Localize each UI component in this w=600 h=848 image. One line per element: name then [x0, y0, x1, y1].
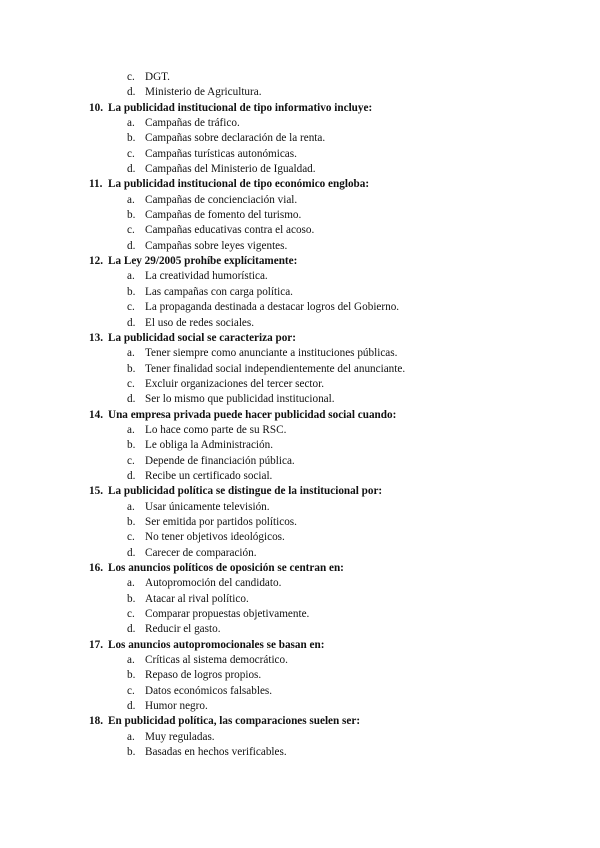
question-number: 18. [89, 715, 103, 728]
option-text: Muy reguladas. [145, 730, 215, 743]
option-row [0, 223, 600, 238]
option-text: Ser lo mismo que publicidad institucional. [145, 393, 335, 406]
option-letter: c. [127, 531, 135, 544]
question-text: Una empresa privada puede hacer publicidad social cuando: [108, 408, 397, 421]
question-heading [0, 101, 600, 116]
option-text: La propaganda destinada a destacar logros del Gobierno. [145, 301, 400, 314]
option-letter: a. [127, 193, 135, 206]
question-text: Los anuncios autopromocionales se basan en: [108, 638, 325, 651]
option-text: Campañas de concienciación vial. [145, 193, 298, 206]
option-row [0, 116, 600, 131]
question-heading [0, 331, 600, 346]
option-letter: c. [127, 377, 135, 390]
option-text: Depende de financiación pública. [145, 454, 295, 467]
option-row [0, 392, 600, 407]
option-text: Ministerio de Agricultura. [145, 86, 262, 99]
option-text: Ser emitida por partidos políticos. [145, 515, 297, 528]
option-row [0, 730, 600, 745]
option-text: La creatividad humorística. [145, 270, 268, 283]
option-letter: a. [127, 270, 135, 283]
option-text: Usar únicamente televisión. [145, 500, 270, 513]
option-letter: d. [127, 393, 136, 406]
option-row [0, 316, 600, 331]
option-row [0, 607, 600, 622]
option-row [0, 346, 600, 361]
question-heading [0, 638, 600, 653]
option-letter: c. [127, 454, 135, 467]
question-heading [0, 484, 600, 499]
option-text: Campañas educativas contra el acoso. [145, 224, 315, 237]
question-text: La publicidad social se caracteriza por: [108, 331, 296, 344]
option-letter: b. [127, 132, 136, 145]
document-page [0, 70, 600, 760]
option-text: El uso de redes sociales. [145, 316, 255, 329]
option-text: Comparar propuestas objetivamente. [145, 608, 310, 621]
option-row [0, 193, 600, 208]
option-letter: b. [127, 285, 136, 298]
question-heading [0, 714, 600, 729]
option-text: Lo hace como parte de su RSC. [145, 423, 287, 436]
option-row [0, 147, 600, 162]
option-letter: b. [127, 746, 136, 759]
option-letter: a. [127, 500, 135, 513]
option-text: Datos económicos falsables. [145, 684, 273, 697]
option-row [0, 208, 600, 223]
option-row [0, 70, 600, 85]
question-text: La Ley 29/2005 prohíbe explícitamente: [108, 255, 298, 268]
option-row [0, 684, 600, 699]
option-text: Recibe un certificado social. [145, 469, 273, 482]
option-letter: b. [127, 362, 136, 375]
option-row [0, 423, 600, 438]
question-text: Los anuncios políticos de oposición se centran en: [108, 562, 344, 574]
option-row [0, 377, 600, 392]
question-number: 12. [89, 255, 103, 268]
question-heading [0, 177, 600, 192]
option-letter: a. [127, 577, 135, 590]
question-text: La publicidad institucional de tipo económico engloba: [108, 178, 370, 191]
option-row [0, 131, 600, 146]
option-text: Campañas sobre declaración de la renta. [145, 132, 326, 145]
option-letter: c. [127, 147, 135, 160]
option-letter: d. [127, 86, 136, 99]
option-letter: b. [127, 439, 136, 452]
option-letter: c. [127, 608, 135, 621]
question-number: 11. [89, 178, 103, 191]
option-text: Carecer de comparación. [145, 546, 257, 559]
option-letter: b. [127, 515, 136, 528]
option-row [0, 576, 600, 591]
question-number: 16. [89, 562, 103, 574]
option-row [0, 362, 600, 377]
option-text: Campañas sobre leyes vigentes. [145, 239, 288, 252]
question-heading [0, 254, 600, 269]
option-row [0, 500, 600, 515]
option-letter: a. [127, 730, 135, 743]
option-text: Atacar al rival político. [145, 592, 249, 605]
option-letter: d. [127, 469, 136, 482]
option-row [0, 745, 600, 760]
option-text: Campañas de tráfico. [145, 117, 240, 130]
option-row [0, 622, 600, 637]
option-letter: c. [127, 71, 135, 83]
option-letter: d. [127, 623, 136, 636]
question-text: En publicidad política, las comparaciones suelen ser: [108, 715, 361, 728]
option-text: DGT. [145, 71, 170, 83]
option-text: Repaso de logros propios. [145, 669, 262, 682]
option-text: Campañas de fomento del turismo. [145, 209, 302, 222]
option-row [0, 285, 600, 300]
option-letter: c. [127, 224, 135, 237]
option-row [0, 300, 600, 315]
question-number: 17. [89, 638, 103, 651]
option-text: Críticas al sistema democrático. [145, 654, 288, 667]
option-text: Las campañas con carga política. [145, 285, 293, 298]
option-letter: a. [127, 347, 135, 360]
option-letter: b. [127, 669, 136, 682]
option-letter: d. [127, 546, 136, 559]
option-text: Tener finalidad social independientemente del anunciante. [145, 362, 406, 375]
option-letter: c. [127, 684, 135, 697]
question-number: 13. [89, 331, 103, 344]
option-row [0, 668, 600, 683]
option-row [0, 269, 600, 284]
question-text: La publicidad institucional de tipo informativo incluye: [108, 101, 373, 114]
option-text: Basadas en hechos verificables. [145, 746, 287, 759]
option-letter: d. [127, 316, 136, 329]
option-text: Excluir organizaciones del tercer sector. [145, 377, 325, 390]
question-heading [0, 561, 600, 576]
option-letter: b. [127, 209, 136, 222]
option-text: Campañas del Ministerio de Igualdad. [145, 163, 316, 176]
option-row [0, 239, 600, 254]
question-heading [0, 408, 600, 423]
option-row [0, 162, 600, 177]
option-text: Campañas turísticas autonómicas. [145, 147, 297, 160]
question-number: 10. [89, 101, 103, 114]
question-number: 14. [89, 408, 103, 421]
question-text: La publicidad política se distingue de la institucional por: [108, 485, 383, 498]
option-letter: d. [127, 163, 136, 176]
option-letter: d. [127, 700, 136, 713]
option-row [0, 85, 600, 100]
option-row [0, 653, 600, 668]
question-number: 15. [89, 485, 103, 498]
option-text: Humor negro. [145, 700, 208, 713]
option-letter: b. [127, 592, 136, 605]
option-letter: d. [127, 239, 136, 252]
option-row [0, 454, 600, 469]
option-row [0, 699, 600, 714]
option-letter: c. [127, 301, 135, 314]
option-text: Le obliga la Administración. [145, 439, 274, 452]
option-row [0, 530, 600, 545]
option-letter: a. [127, 117, 135, 130]
option-row [0, 592, 600, 607]
option-letter: a. [127, 654, 135, 667]
option-text: Reducir el gasto. [145, 623, 221, 636]
option-text: Tener siempre como anunciante a instituciones públicas. [145, 347, 398, 360]
option-letter: a. [127, 423, 135, 436]
option-row [0, 515, 600, 530]
option-row [0, 438, 600, 453]
option-row [0, 546, 600, 561]
option-text: No tener objetivos ideológicos. [145, 531, 285, 544]
option-text: Autopromoción del candidato. [145, 577, 282, 590]
option-row [0, 469, 600, 484]
